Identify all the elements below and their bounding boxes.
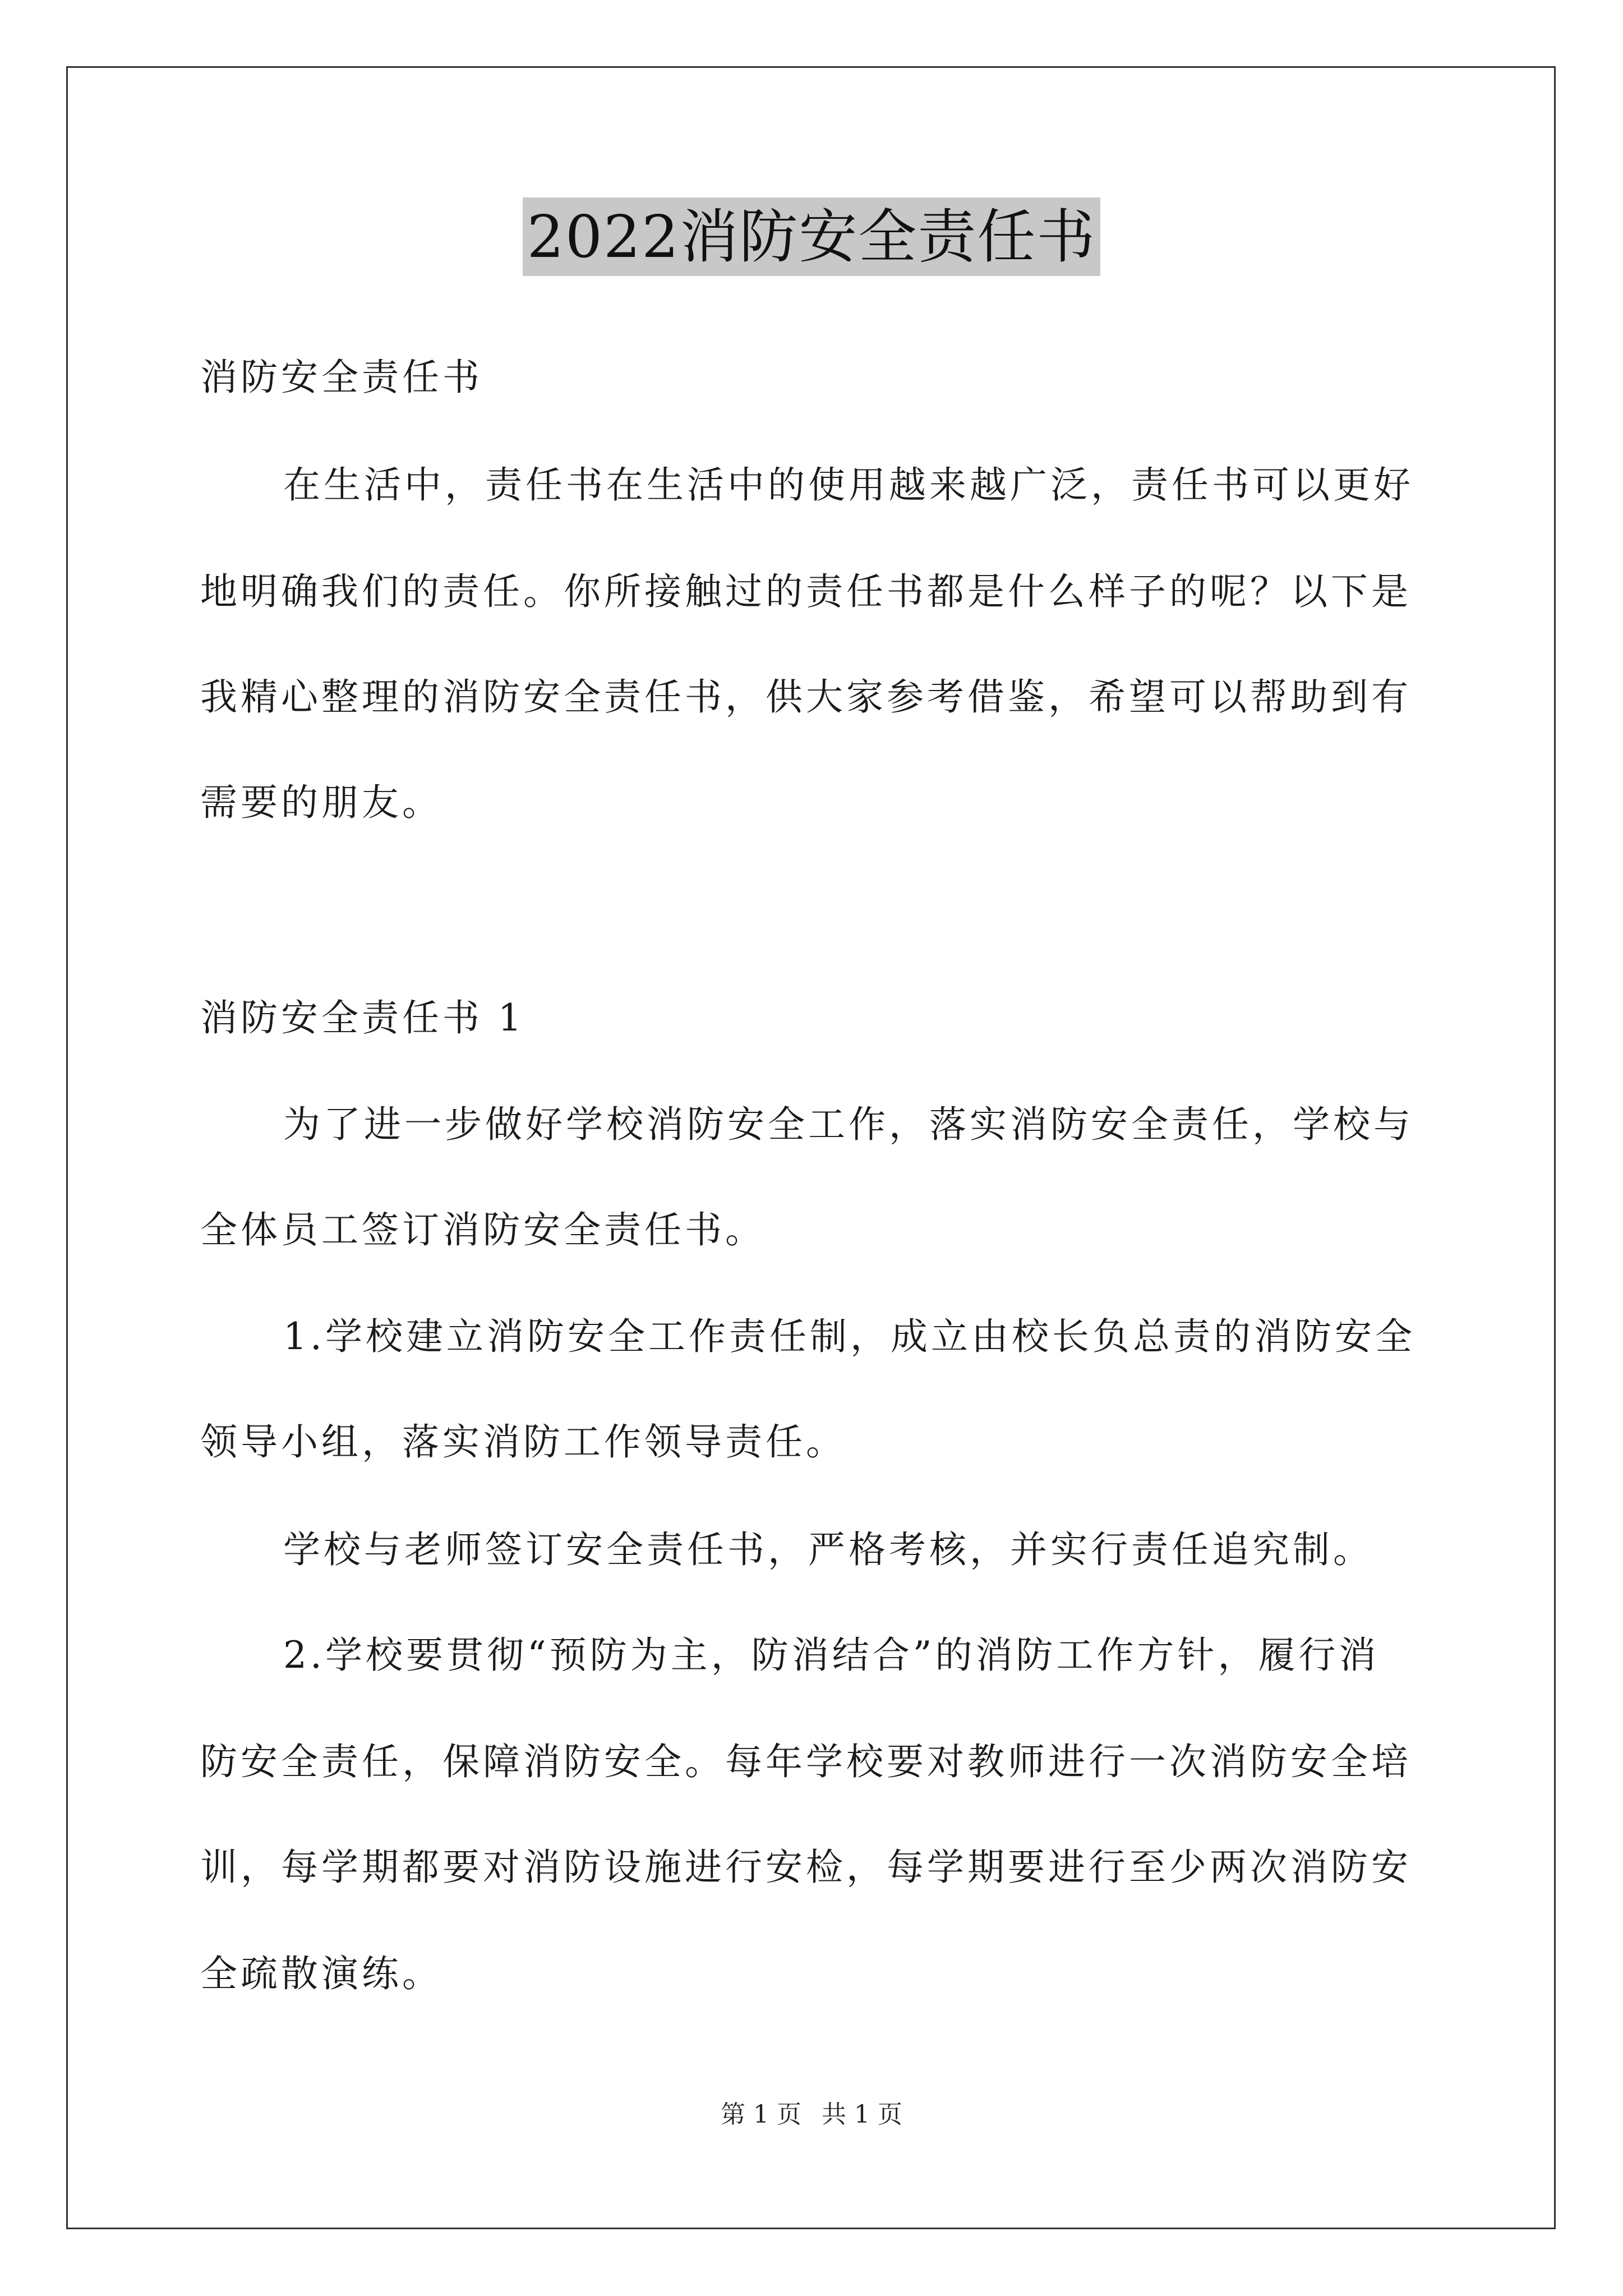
paragraph-line: 训，每学期都要对消防设施进行安检，每学期要进行至少两次消防安 (200, 1846, 1412, 1889)
paragraph-line: 地明确我们的责任。你所接触过的责任书都是什么样子的呢？以下是 (200, 570, 1412, 613)
paragraph-line: 1.学校建立消防安全工作责任制，成立由校长负总责的消防安全 (283, 1315, 1415, 1358)
paragraph-line: 为了进一步做好学校消防安全工作，落实消防安全责任，学校与 (283, 1103, 1414, 1146)
paragraph-line: 2.学校要贯彻“预防为主，防消结合”的消防工作方针，履行消 (283, 1634, 1380, 1677)
paragraph-line: 全疏散演练。 (200, 1952, 442, 1995)
paragraph-line: 在生活中，责任书在生活中的使用越来越广泛，责任书可以更好 (283, 463, 1414, 507)
section-heading: 消防安全责任书 (200, 356, 483, 399)
paragraph-line: 领导小组，落实消防工作领导责任。 (200, 1420, 846, 1464)
page-total: 共 1 页 (822, 2100, 902, 2129)
paragraph-line: 我精心整理的消防安全责任书，供大家参考借鉴，希望可以帮助到有 (200, 675, 1412, 719)
page-footer (0, 2098, 1623, 2132)
paragraph-line: 学校与老师签订安全责任书，严格考核，并实行责任追究制。 (283, 1528, 1373, 1571)
section-heading: 消防安全责任书 1 (200, 996, 525, 1039)
document-title: 2022消防安全责任书 (523, 197, 1101, 276)
paragraph-line: 全体员工签订消防安全责任书。 (200, 1208, 766, 1251)
title-container (0, 197, 1623, 276)
page-number: 第 1 页 (721, 2100, 801, 2129)
paragraph-line: 防安全责任，保障消防安全。每年学校要对教师进行一次消防安全培 (200, 1740, 1412, 1783)
paragraph-line: 需要的朋友。 (200, 781, 442, 824)
